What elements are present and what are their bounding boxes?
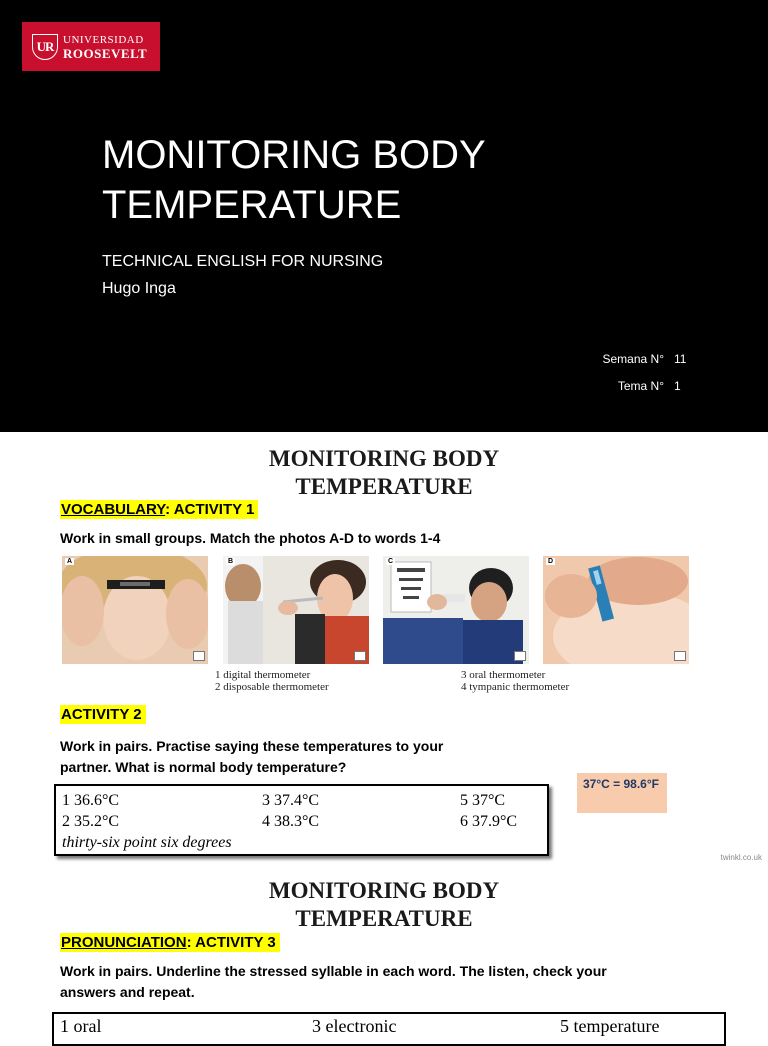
activity-page <box>0 432 768 1036</box>
word-list-left <box>215 669 329 693</box>
temperature-3: 3 37.4°C <box>262 792 320 809</box>
word-3: 3 oral thermometer <box>461 669 546 681</box>
digital-thermometer-photo <box>543 556 689 664</box>
logo-mark: UR <box>32 34 58 60</box>
logo-line2: ROOSEVELT <box>63 45 148 61</box>
topic-label: Tema N° <box>617 379 664 393</box>
page-title-line2: TEMPERATURE <box>295 474 473 499</box>
topic-info <box>618 379 686 393</box>
instruction-2 <box>60 736 443 778</box>
temperature-6: 6 37.9°C <box>460 813 518 830</box>
week-label: Semana N° <box>602 352 664 366</box>
week-info <box>603 352 687 366</box>
temperature-example: thirty-six point six degrees <box>62 834 232 851</box>
photo-d-answer-box[interactable] <box>674 651 686 661</box>
photo-b-answer-box[interactable] <box>354 651 366 661</box>
instruction-3-line1: Work in pairs. Underline the stressed syllable in each word. The listen, check your <box>60 963 607 979</box>
word-1: 1 digital thermometer <box>215 669 311 681</box>
logo-line1: UNIVERSIDAD <box>63 33 144 46</box>
slide-title-line2: TEMPERATURE <box>102 183 402 227</box>
temperature-2: 2 35.2°C <box>62 813 120 830</box>
page-title-2-line1: MONITORING BODY <box>268 878 500 903</box>
photo-c <box>383 556 529 664</box>
slide-title-line1: MONITORING BODY <box>102 133 486 177</box>
topic-value: 1 <box>674 379 681 393</box>
vocabulary-heading <box>60 500 258 519</box>
page-title <box>0 445 768 501</box>
title-slide <box>0 0 768 432</box>
pronunciation-word-box <box>52 1012 726 1046</box>
page-title-2-line2: TEMPERATURE <box>295 906 473 931</box>
temperature-1: 1 36.6°C <box>62 792 120 809</box>
course-subtitle: TECHNICAL ENGLISH FOR NURSING <box>102 253 384 270</box>
instruction-3-line2: answers and repeat. <box>60 984 195 1000</box>
photo-b-tag: B <box>228 558 234 565</box>
activity-2-heading: ACTIVITY 2 <box>60 705 146 724</box>
author-name: Hugo Inga <box>102 280 176 297</box>
pronunciation-word: PRONUNCIATION <box>61 934 187 951</box>
word-2: 2 disposable thermometer <box>215 681 329 693</box>
photo-b <box>223 556 369 664</box>
word-4: 4 tympanic thermometer <box>461 681 570 693</box>
vocabulary-word: VOCABULARY <box>61 501 166 518</box>
photo-d <box>543 556 689 664</box>
image-credit: twinkl.co.uk <box>720 853 762 862</box>
temperature-box <box>54 784 549 856</box>
instruction-2-line1: Work in pairs. Practise saying these temperatures to your <box>60 738 444 754</box>
slide-title <box>102 130 486 230</box>
photo-c-tag: C <box>388 558 394 565</box>
photo-d-tag: D <box>548 558 554 565</box>
week-value: 11 <box>674 352 687 366</box>
instruction-2-line2: partner. What is normal body temperature? <box>60 759 347 775</box>
page-title-line1: MONITORING BODY <box>268 446 500 471</box>
logo-text <box>63 34 147 60</box>
instruction-1: Work in small groups. Match the photos A-D to words 1-4 <box>60 530 441 546</box>
photo-c-answer-box[interactable] <box>514 651 526 661</box>
vocabulary-activity: : ACTIVITY 1 <box>165 501 255 518</box>
pronunciation-activity: : ACTIVITY 3 <box>186 934 276 951</box>
pron-word-3: 3 electronic <box>312 1016 397 1036</box>
photo-a-answer-box[interactable] <box>193 651 205 661</box>
photo-a-tag: A <box>67 558 73 565</box>
child-thermometer-strip-photo <box>62 556 208 664</box>
temperature-5: 5 37°C <box>460 792 506 809</box>
word-list-right <box>461 669 569 693</box>
pronunciation-heading <box>60 933 280 952</box>
ear-thermometer-photo <box>383 556 529 664</box>
pron-word-1: 1 oral <box>60 1016 102 1036</box>
photo-a <box>62 556 208 664</box>
conversion-note: 37°C = 98.6°F <box>577 773 667 813</box>
page-title-2 <box>0 877 768 933</box>
university-logo <box>22 22 160 71</box>
temperature-4: 4 38.3°C <box>262 813 320 830</box>
pron-word-5: 5 temperature <box>560 1016 660 1036</box>
oral-thermometer-photo <box>223 556 369 664</box>
instruction-3 <box>60 961 607 1003</box>
